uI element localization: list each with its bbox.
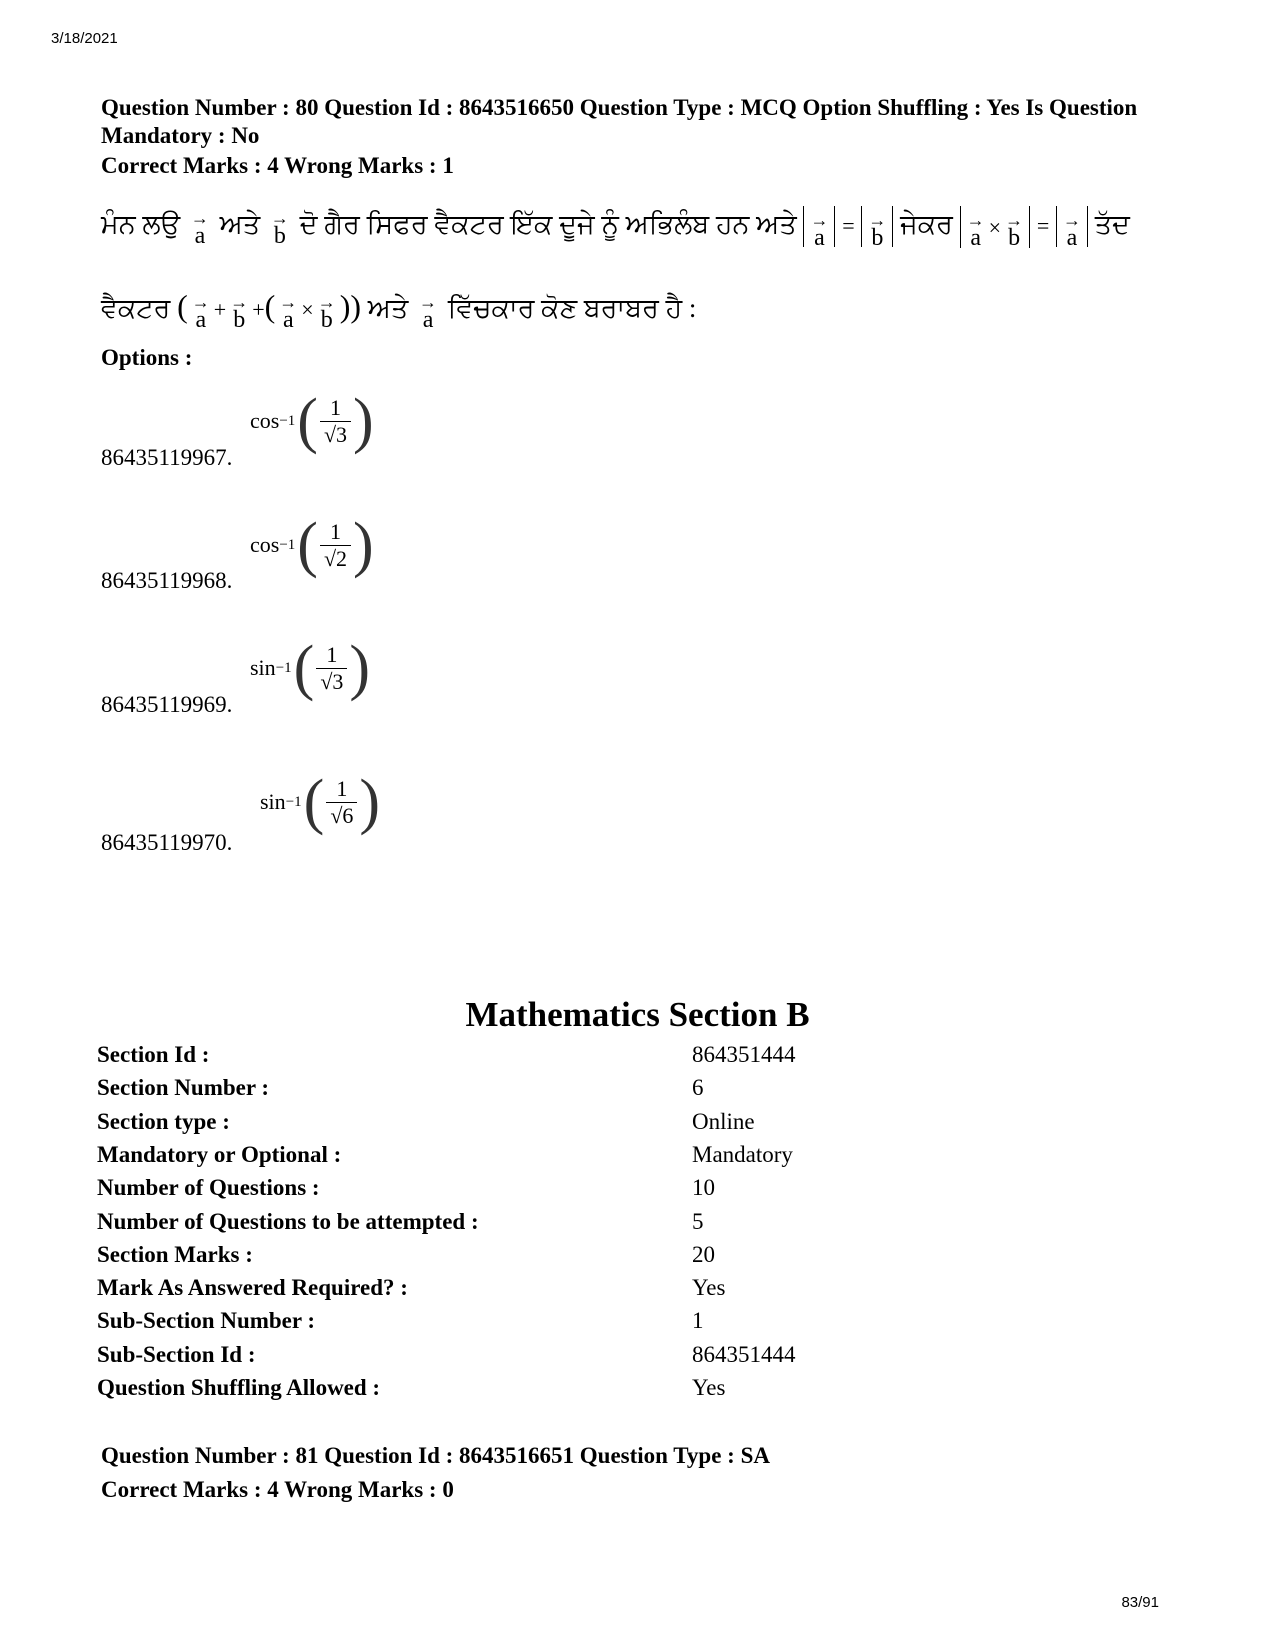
section-info-key: Number of Questions : [97, 1175, 320, 1201]
section-info-value: 5 [692, 1208, 704, 1234]
options-label: Options : [101, 345, 193, 370]
question-80-marks: Correct Marks : 4 Wrong Marks : 1 [101, 153, 454, 178]
section-info-row [97, 1075, 997, 1108]
section-info-value: 1 [692, 1308, 704, 1334]
vector-b: → b [270, 207, 289, 249]
option-3-id: 86435119969. [101, 692, 233, 717]
section-info-value: Online [692, 1108, 755, 1134]
section-info-row [97, 1109, 997, 1142]
vector-a: → a [191, 291, 210, 333]
q-text-part: ਵੈਕਟਰ [101, 293, 171, 323]
section-info-key: Question Shuffling Allowed : [97, 1375, 381, 1400]
page-number: 83/91 [1121, 1594, 1159, 1611]
section-info-row [97, 1308, 997, 1341]
close-paren: )) [339, 288, 362, 324]
q-text-part: ਦੋ ਗੈਰ ਸਿਫਰ ਵੈਕਟਰ ਇੱਕ ਦੂਜੇ ਨੂੰ ਅਭਿਲੰਬ ਹਨ ਅਤੇ [299, 209, 797, 239]
section-info-key: Sub-Section Id : [97, 1341, 256, 1367]
open-paren: ( [177, 288, 188, 324]
print-date: 3/18/2021 [51, 30, 118, 47]
section-info-row [97, 1242, 997, 1275]
q-text-part: ਤੱਦ [1094, 209, 1130, 239]
vector-a: → a [190, 207, 209, 249]
option-4-expression: sin −1 ( $\frac{1}{√6}$ ) [260, 768, 381, 836]
magnitude-a: → a [803, 206, 835, 247]
q-text-part: ਜੇਕਰ [900, 209, 953, 239]
option-1-id: 86435119967. [101, 445, 233, 470]
section-info-row [97, 1342, 997, 1375]
section-info-value: 10 [692, 1175, 715, 1201]
vector-a: → a [419, 291, 438, 333]
section-info-row [97, 1375, 997, 1408]
q-text-part: ਵਿੱਚਕਾਰ ਕੋਣ ਬਰਾਬਰ ਹੈ : [447, 293, 697, 323]
section-info-key: Section Id : [97, 1042, 210, 1067]
section-info-value: Yes [692, 1275, 726, 1301]
section-info-row [97, 1042, 997, 1075]
section-info-value: 864351444 [692, 1042, 796, 1067]
section-info-row [97, 1142, 997, 1175]
vector-b: → b [230, 291, 249, 333]
question-81-marks: Correct Marks : 4 Wrong Marks : 0 [101, 1477, 454, 1502]
section-info-key: Mandatory or Optional : [97, 1141, 342, 1167]
magnitude-b: → b [861, 206, 893, 247]
section-info-value: 864351444 [692, 1341, 796, 1367]
question-80-text-line-2: ਵੈਕਟਰ ( → a + → b +( → a × → b )) ਅਤੇ → a ਵਿੱਚਕਾਰ ਕੋਣ ਬਰਾਬਰ ਹੈ : [101, 288, 697, 333]
option-2-id: 86435119968. [101, 568, 233, 593]
section-info-value: 20 [692, 1241, 715, 1267]
equals-sign: = [1036, 213, 1050, 238]
section-info-key: Section Number : [97, 1075, 270, 1101]
magnitude-a: → a [1056, 206, 1088, 247]
section-info-key: Section Marks : [97, 1241, 253, 1267]
question-81-header: Question Number : 81 Question Id : 8643516651 Question Type : SA [101, 1443, 770, 1468]
section-info-row [97, 1209, 997, 1242]
vector-b: → b [317, 291, 336, 333]
section-info-row [97, 1275, 997, 1308]
q-text-part: ਅਤੇ [367, 293, 409, 323]
q-text-part: ਮੰਨ ਲਉ [101, 209, 181, 239]
section-title: Mathematics Section B [465, 995, 810, 1034]
option-1-expression: cos −1 ( $\frac{1}{√3}$ ) [250, 387, 374, 455]
section-info-row [97, 1175, 997, 1208]
q-text-part: ਅਤੇ [219, 209, 261, 239]
option-3-expression: sin −1 ( $\frac{1}{√3}$ ) [250, 634, 371, 702]
question-80-text-line-1 [101, 204, 1130, 252]
section-info-value: Mandatory [692, 1141, 793, 1167]
section-info-value: 6 [692, 1075, 704, 1101]
option-2-expression: cos −1 ( $\frac{1}{√2}$ ) [250, 511, 374, 579]
section-info-key: Number of Questions to be attempted : [97, 1208, 479, 1234]
section-info-value: Yes [692, 1375, 726, 1400]
section-info-key: Mark As Answered Required? : [97, 1275, 408, 1301]
question-80-header: Question Number : 80 Question Id : 8643516650 Question Type : MCQ Option Shuffling : Yes Is Question Mandatory : No [101, 95, 1138, 148]
vector-a: → a [279, 291, 298, 333]
magnitude-a-cross-b: → a × → b [960, 206, 1030, 248]
section-info-key: Sub-Section Number : [97, 1308, 316, 1334]
equals-sign: = [842, 213, 855, 238]
option-4-id: 86435119970. [101, 830, 233, 855]
section-info-key: Section type : [97, 1108, 230, 1134]
